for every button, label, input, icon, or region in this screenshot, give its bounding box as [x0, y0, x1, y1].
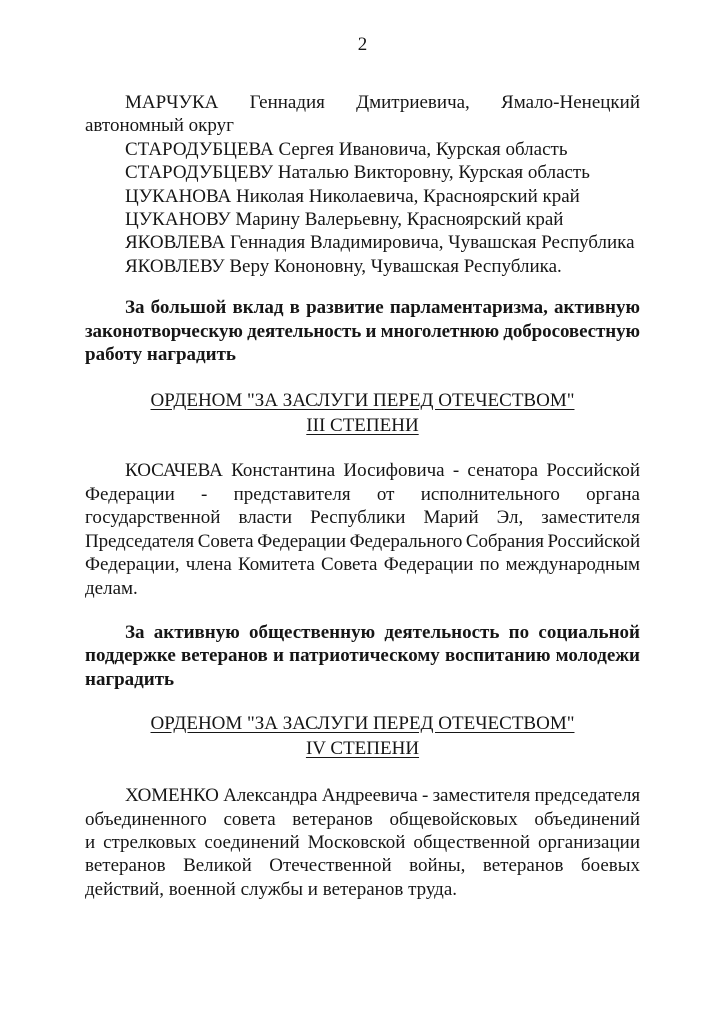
- recipient-khomenko: [85, 784, 640, 901]
- heading-line: ОРДЕНОМ "ЗА ЗАСЛУГИ ПЕРЕД ОТЕЧЕСТВОМ": [150, 713, 575, 735]
- list-item: СТАРОДУБЦЕВА Сергея Ивановича, Курская область: [125, 138, 568, 160]
- text-line: ХОМЕНКО Александра Андреевича - заместителя председателя: [125, 785, 640, 807]
- text-line: государственной власти Республики Марий Эл, заместителя: [85, 507, 640, 529]
- text-line: За большой вклад в развитие парламентаризма, активную: [125, 297, 640, 319]
- heading-order-merit-4: [85, 711, 640, 761]
- text-line: автономный округ: [85, 115, 234, 137]
- recipient-kosachev: [85, 459, 640, 599]
- text-line: Председателя Совета Федерации Федерального Собрания Российской: [85, 530, 640, 552]
- list-item: ЯКОВЛЕВА Геннадия Владимировича, Чувашская Республика: [125, 232, 635, 254]
- text-line: и стрелковых соединений Московской общественной организации: [85, 831, 640, 853]
- text-line: КОСАЧЕВА Константина Иосифовича - сенатора Российской: [125, 460, 640, 482]
- text-line: работу наградить: [85, 344, 236, 366]
- list-item: ЯКОВЛЕВУ Веру Кононовну, Чувашская Республика.: [125, 255, 562, 277]
- list-item: ЦУКАНОВУ Марину Валерьевну, Красноярский край: [125, 209, 564, 231]
- text-line: поддержке ветеранов и патриотическому воспитанию молодежи: [85, 645, 640, 667]
- heading-line: III СТЕПЕНИ: [306, 415, 419, 437]
- page-number: 2: [357, 34, 368, 55]
- heading-line: ОРДЕНОМ "ЗА ЗАСЛУГИ ПЕРЕД ОТЕЧЕСТВОМ": [150, 390, 575, 412]
- text-line: МАРЧУКА Геннадия Дмитриевича, Ямало-Ненецкий: [125, 92, 640, 113]
- list-item: ЦУКАНОВА Николая Николаевича, Красноярский край: [125, 185, 580, 207]
- text-line: Федерации - представителя от исполнительного органа: [85, 483, 640, 505]
- heading-order-merit-3: [85, 388, 640, 438]
- awardees-name-list: [85, 138, 640, 278]
- text-line: Федерации, члена Комитета Совета Федерации по международным: [85, 554, 640, 576]
- text-line: законотворческую деятельность и многолетнюю добросовестную: [85, 320, 640, 342]
- document-body: [85, 91, 640, 901]
- text-line: объединенного совета ветеранов общевойсковых объединений: [85, 808, 640, 830]
- awardees-paragraph-marchuk: [85, 91, 640, 138]
- text-line: действий, военной службы и ветеранов труда.: [85, 878, 458, 900]
- text-line: наградить: [85, 668, 175, 690]
- list-item: СТАРОДУБЦЕВУ Наталью Викторовну, Курская область: [125, 162, 590, 184]
- text-line: За активную общественную деятельность по социальной: [125, 621, 640, 643]
- text-line: делам.: [85, 577, 138, 599]
- motivation-parliamentarism: [85, 296, 640, 366]
- heading-line: IV СТЕПЕНИ: [305, 738, 420, 760]
- text-line: ветеранов Великой Отечественной войны, ветеранов боевых: [85, 855, 640, 877]
- motivation-veterans: [85, 621, 640, 691]
